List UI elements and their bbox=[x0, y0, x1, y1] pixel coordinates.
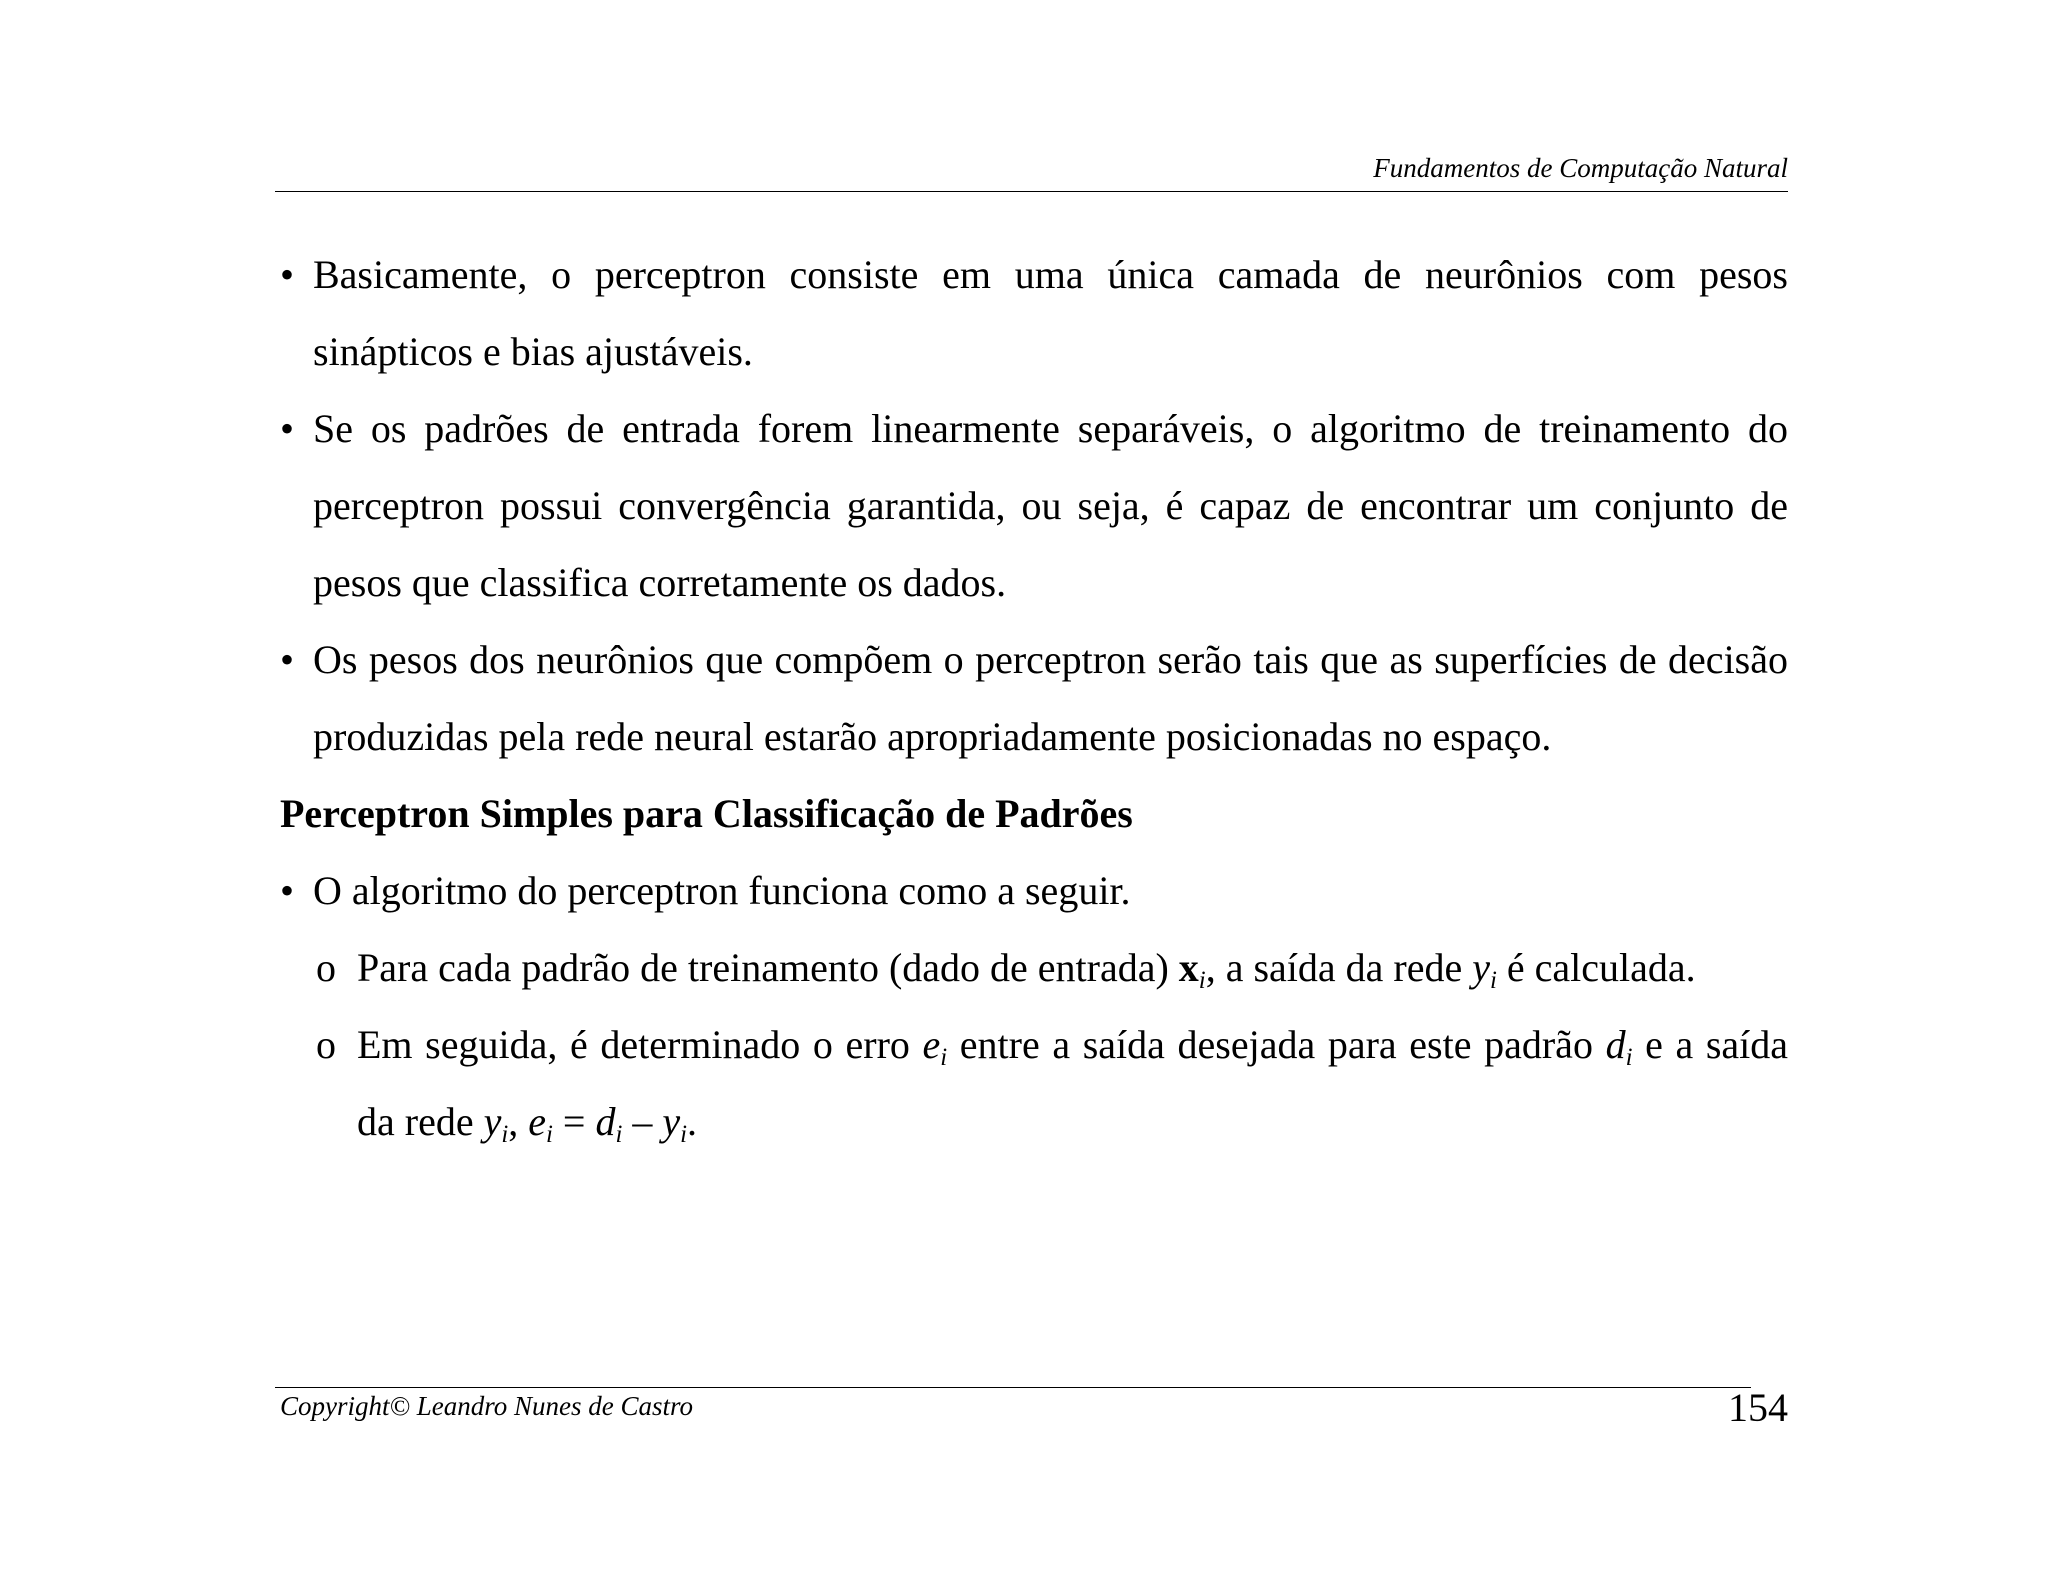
math-var-x: x bbox=[1178, 945, 1199, 990]
bullet-marker: • bbox=[280, 252, 295, 297]
bullet-marker: • bbox=[280, 637, 295, 682]
page-number: 154 bbox=[1728, 1385, 1788, 1430]
math-var-y: y bbox=[662, 1099, 681, 1144]
sub-item-2 bbox=[280, 1006, 1788, 1160]
math-subscript: i bbox=[501, 1120, 509, 1148]
sub-text: e a saída da rede bbox=[357, 1022, 1789, 1144]
math-subscript: i bbox=[1625, 1043, 1633, 1071]
math-subscript: i bbox=[1198, 966, 1206, 994]
section-heading: Perceptron Simples para Classificação de Padrões bbox=[280, 791, 1133, 836]
running-header: Fundamentos de Computação Natural bbox=[1373, 153, 1788, 183]
page-body bbox=[280, 236, 1788, 1160]
math-subscript: i bbox=[680, 1120, 688, 1148]
sub-marker: o bbox=[316, 1022, 336, 1067]
header-rule bbox=[275, 191, 1788, 192]
math-subscript: i bbox=[615, 1120, 623, 1148]
bullet-item-3 bbox=[280, 621, 1788, 775]
bullet-item-2 bbox=[280, 390, 1788, 621]
math-var-y: y bbox=[483, 1099, 502, 1144]
bullet-text: Os pesos dos neurônios que compõem o perceptron serão tais que as superfícies de decisão produzidas pela rede neural estarão apropriadamente posicionadas no espaço. bbox=[313, 637, 1788, 759]
math-var-y: y bbox=[1472, 945, 1490, 990]
sub-text: é calculada. bbox=[1496, 945, 1696, 990]
math-operator: = bbox=[552, 1099, 596, 1144]
footer-rule bbox=[275, 1387, 1751, 1388]
sub-text: Em seguida, é determinado o erro bbox=[357, 1022, 923, 1067]
math-var-e: e bbox=[528, 1099, 547, 1144]
bullet-marker: • bbox=[280, 868, 295, 913]
math-subscript: i bbox=[1489, 966, 1497, 994]
footer-copyright: Copyright© Leandro Nunes de Castro bbox=[280, 1391, 694, 1421]
bullet-marker: • bbox=[280, 406, 295, 451]
bullet-text: Basicamente, o perceptron consiste em uma única camada de neurônios com pesos sinápticos e bias ajustáveis. bbox=[313, 252, 1788, 374]
bullet-text: O algoritmo do perceptron funciona como a seguir. bbox=[313, 868, 1131, 913]
sub-text: , a saída da rede bbox=[1205, 945, 1473, 990]
math-subscript: i bbox=[940, 1043, 948, 1071]
sub-text: , bbox=[508, 1099, 529, 1144]
math-var-d: d bbox=[1605, 1022, 1626, 1067]
sub-item-1 bbox=[280, 929, 1788, 1006]
math-operator: – bbox=[622, 1099, 663, 1144]
sub-text: Para cada padrão de treinamento (dado de entrada) bbox=[357, 945, 1179, 990]
math-var-e: e bbox=[922, 1022, 941, 1067]
bullet-item-1 bbox=[280, 236, 1788, 390]
sub-text: entre a saída desejada para este padrão bbox=[947, 1022, 1606, 1067]
sub-marker: o bbox=[316, 945, 336, 990]
bullet-text: Se os padrões de entrada forem linearmente separáveis, o algoritmo de treinamento do perceptron possui convergência garantida, ou seja, é capaz de encontrar um conjunto de pesos que classifica corretamente os dados. bbox=[313, 406, 1788, 605]
sub-text: . bbox=[687, 1099, 698, 1144]
bullet-item-4 bbox=[280, 852, 1788, 929]
math-var-d: d bbox=[595, 1099, 616, 1144]
math-subscript: i bbox=[546, 1120, 553, 1148]
